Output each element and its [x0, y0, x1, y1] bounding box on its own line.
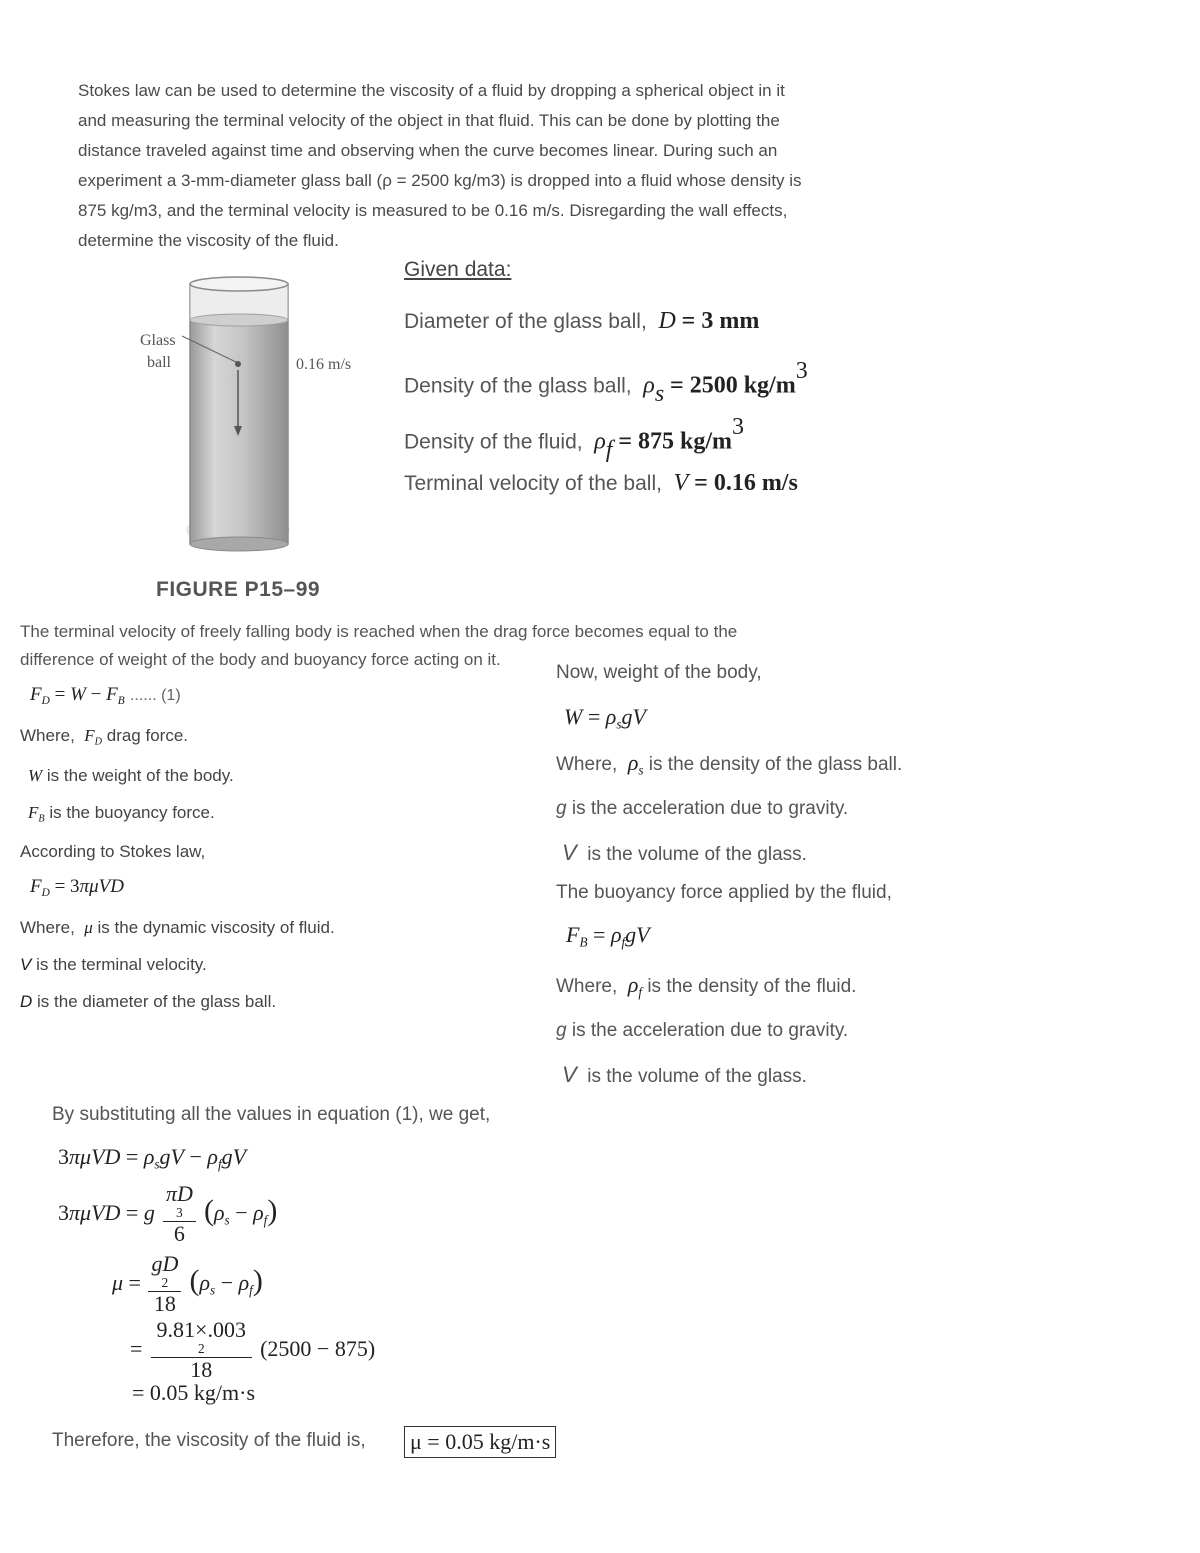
solution-step-4: = 9.81×.003 2 18 (2500 − 875) — [130, 1317, 376, 1382]
glass-cylinder-figure — [130, 270, 380, 570]
given-title: Given data: — [404, 258, 512, 281]
where-mu: Where, μ is the dynamic viscosity of fluid. — [20, 918, 335, 937]
buoyancy-intro: The buoyancy force applied by the fluid, — [556, 882, 892, 903]
intro-line: determine the viscosity of the fluid. — [78, 231, 339, 250]
terminal-velocity-para-1: The terminal velocity of freely falling body is reached when the drag force becomes equal to the — [20, 622, 738, 641]
given-density-fluid: Density of the fluid, ρf = 875 kg/m3 — [404, 414, 744, 463]
where-g: g is the acceleration due to gravity. — [556, 798, 849, 819]
given-velocity: Terminal velocity of the ball, V = 0.16 m/s — [404, 470, 798, 496]
weight-intro: Now, weight of the body, — [556, 662, 762, 683]
solution-step-3: μ = gD 2 18 $(\rho_s - \rho_f)$ — [112, 1251, 263, 1316]
equation-1: $F_D = W - F_B$ ...... (1) — [30, 684, 181, 707]
where-rho-f: Where, $\rho_f$ is the density of the fluid. — [556, 972, 857, 1000]
weight-equation: $W = \rho_sgV$ — [564, 704, 646, 732]
label-glass: Glass — [140, 332, 176, 349]
intro-line: and measuring the terminal velocity of the object in that fluid. This can be done by plotting the — [78, 111, 780, 130]
figure-caption: FIGURE P15–99 — [156, 578, 321, 601]
given-label: Diameter of the glass ball, — [404, 310, 647, 333]
where-rho-s: Where, $\rho_s$ is the density of the glass ball. — [556, 750, 903, 778]
where-d: D is the diameter of the glass ball. — [20, 992, 277, 1011]
problem-statement — [78, 76, 908, 256]
terminal-velocity-para-2: difference of weight of the body and buoyancy force acting on it. — [20, 650, 501, 669]
where-weight: W is the weight of the body. — [28, 766, 234, 785]
label-velocity: 0.16 m/s — [296, 356, 352, 373]
stokes-equation: $F_D = 3\pi\mu VD$ — [30, 876, 124, 899]
intro-line: distance traveled against time and observing when the curve becomes linear. During such an — [78, 141, 778, 160]
where-v: V is the terminal velocity. — [20, 955, 207, 974]
where-volume: V is the volume of the glass. — [562, 840, 807, 865]
given-label: Density of the glass ball, — [404, 374, 632, 398]
intro-line: 875 kg/m3, and the terminal velocity is measured to be 0.16 m/s. Disregarding the wall effects, — [78, 201, 788, 220]
cylinder-rim — [190, 277, 288, 291]
solution-intro: By substituting all the values in equation (1), we get, — [52, 1104, 491, 1125]
where-g-2: g is the acceleration due to gravity. — [556, 1020, 849, 1041]
cylinder-bottom — [190, 537, 288, 551]
fluid-surface — [190, 314, 288, 326]
where-volume-2: V is the volume of the glass. — [562, 1062, 807, 1087]
buoyancy-equation: $F_B = \rho_fgV$ — [566, 922, 650, 950]
given-label: Terminal velocity of the ball, — [404, 472, 662, 495]
solution-result: = 0.05 kg/m·s — [132, 1380, 256, 1405]
glass-ball-dot — [235, 361, 241, 367]
final-answer-box: μ = 0.05 kg/m·s — [404, 1426, 556, 1458]
where-buoyancy: $F_B$ is the buoyancy force. — [28, 803, 215, 825]
label-ball: ball — [147, 354, 171, 371]
intro-line: experiment a 3-mm-diameter glass ball (ρ = 2500 kg/m3) is dropped into a fluid whose density is — [78, 171, 802, 190]
given-label: Density of the fluid, — [404, 430, 583, 454]
solution-step-2: 3πμVD = g πD 3 6 $(\rho_s - \rho_f)$ — [58, 1181, 278, 1246]
intro-line: Stokes law can be used to determine the viscosity of a fluid by dropping a spherical object in it — [78, 81, 785, 100]
solution-step-1: $3\pi\mu VD = \rho_sgV - \rho_fgV$ — [58, 1144, 247, 1172]
where-drag: Where, $F_D$ drag force. — [20, 726, 188, 748]
stokes-intro: According to Stokes law, — [20, 842, 206, 861]
conclusion-text: Therefore, the viscosity of the fluid is, — [52, 1430, 366, 1451]
equation-1-tag: ...... (1) — [129, 687, 181, 704]
given-density-ball: Density of the glass ball, ρs = 2500 kg/m3 — [404, 358, 808, 407]
given-diameter: Diameter of the glass ball, D = 3 mm — [404, 308, 760, 334]
